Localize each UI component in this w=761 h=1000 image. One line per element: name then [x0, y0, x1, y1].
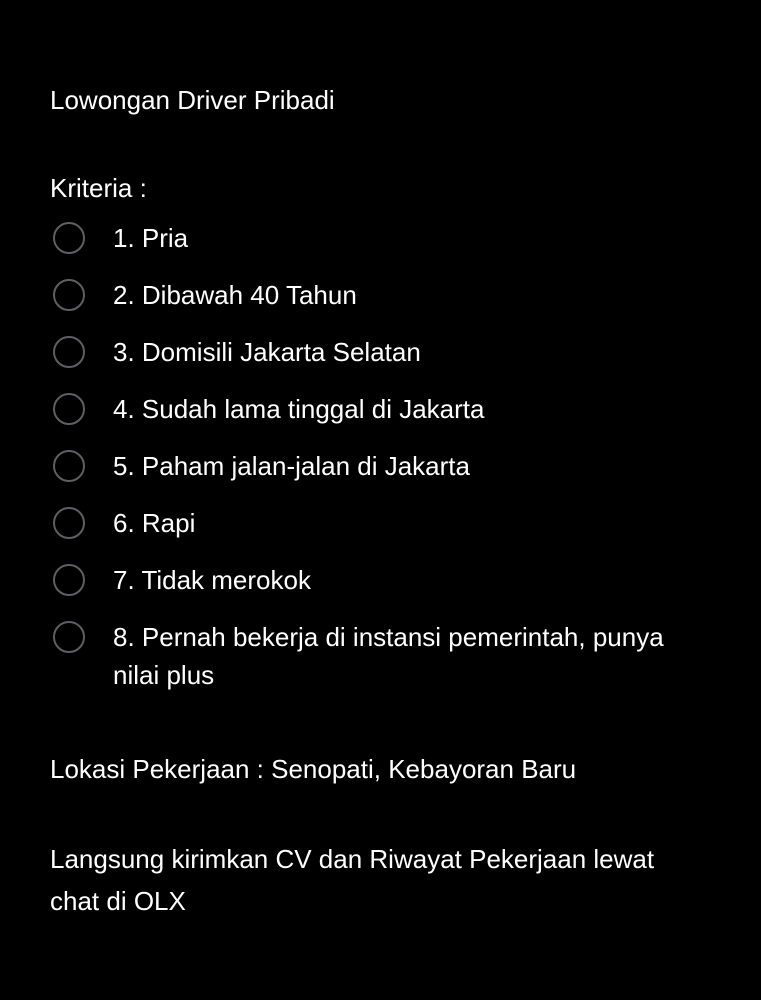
application-instruction-text: Langsung kirimkan CV dan Riwayat Pekerjaan lewat chat di OLX	[50, 844, 655, 916]
checklist-item-text: 8. Pernah bekerja di instansi pemerintah, punya nilai plus	[113, 622, 664, 690]
checklist-item-government-experience	[50, 618, 740, 694]
note-title: Lowongan Driver Pribadi	[50, 85, 335, 115]
unchecked-circle-icon[interactable]	[53, 279, 85, 311]
job-location-text: Lokasi Pekerjaan : Senopati, Kebayoran Baru	[50, 754, 577, 784]
checklist-item-non-smoker	[50, 561, 740, 618]
checklist-item-text: 3. Domisili Jakarta Selatan	[113, 337, 421, 367]
criteria-label: Kriteria :	[50, 173, 147, 203]
checklist-item-pria	[50, 219, 740, 276]
checklist-item-routes	[50, 447, 740, 504]
unchecked-circle-icon[interactable]	[53, 336, 85, 368]
unchecked-circle-icon[interactable]	[53, 621, 85, 653]
checklist-item-text: 7. Tidak merokok	[113, 565, 311, 595]
checklist-item-domicile	[50, 333, 740, 390]
checklist-item-text: 4. Sudah lama tinggal di Jakarta	[113, 394, 485, 424]
checklist-item-neat	[50, 504, 740, 561]
unchecked-circle-icon[interactable]	[53, 393, 85, 425]
unchecked-circle-icon[interactable]	[53, 507, 85, 539]
checklist-item-text: 1. Pria	[113, 223, 189, 253]
unchecked-circle-icon[interactable]	[53, 222, 85, 254]
checklist-item-text: 6. Rapi	[113, 508, 196, 538]
unchecked-circle-icon[interactable]	[53, 450, 85, 482]
checklist-item-text: 2. Dibawah 40 Tahun	[113, 280, 357, 310]
checklist-item-residence	[50, 390, 740, 447]
checklist-item-text: 5. Paham jalan-jalan di Jakarta	[113, 451, 470, 481]
criteria-checklist	[50, 219, 740, 694]
unchecked-circle-icon[interactable]	[53, 564, 85, 596]
checklist-item-age	[50, 276, 740, 333]
